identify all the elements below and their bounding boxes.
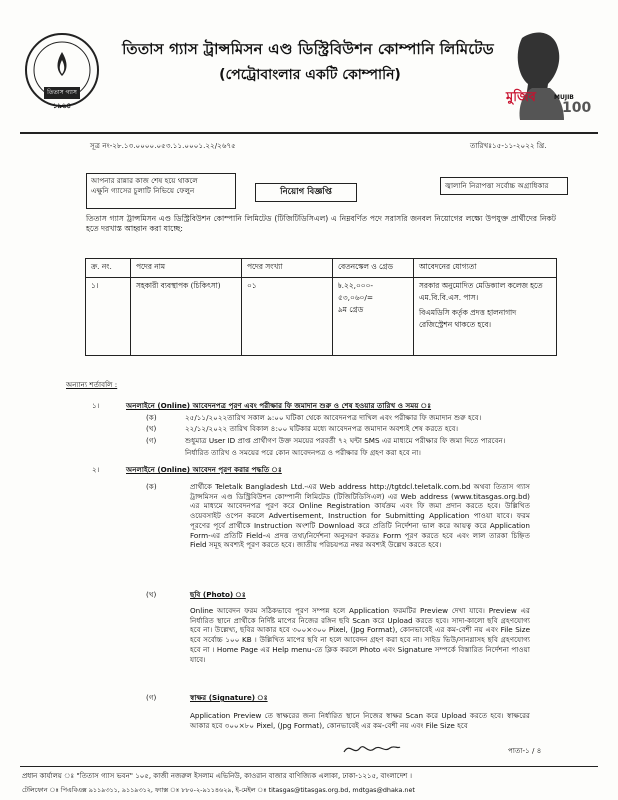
cell-qualification — [414, 278, 557, 356]
section1-number: ১। — [92, 401, 100, 410]
company-seal-logo — [22, 30, 102, 116]
section2-c-title: স্বাক্ষর (Signature) ঃ — [190, 693, 268, 702]
section2-c-text: Application Preview তে স্বাক্ষরের জন্য নির্ধারিত স্থানে নিজের স্বাক্ষর Scan করে Upload করতে হবে। স্বাক্ষরের আকার হবে ৩০০×৮০ Pixel, (Jpg Format), কোনভাবেই এর কম-বেশী নয় এবং File Size হবে — [190, 711, 530, 730]
seal-label: তিতাস গ্যাস — [47, 89, 77, 96]
col-qualification: আবেদনের যোগ্যতা — [414, 259, 557, 278]
section2-number: ২। — [92, 465, 100, 474]
table-row — [86, 278, 557, 356]
mujib-100-logo — [492, 28, 602, 123]
gas-safety-notice — [86, 173, 236, 209]
recruitment-notice-title: নিয়োগ বিজ্ঞপ্তি — [255, 183, 357, 202]
intro-paragraph: তিতাস গ্যাস ট্রান্সমিসন এণ্ড ডিস্ট্রিবিউশন কোম্পানি লিমিটেড (টিজিটিডিসিএল) এ নিম্নবর্ণিত পদে সরাসরি জনবল নিয়োগের লক্ষ্যে উপযুক্ত প্রার্থীদের নিকট হতে দরখাস্ত আহ্বান করা যাচ্ছে: — [86, 214, 556, 234]
gas-safety-line1: আপনার রান্নার কাজ শেষ হয়ে থাকলে — [91, 176, 198, 185]
section2-b-text: Online আবেদন ফরম সঠিকভাবে পূরণ সম্পন্ন হলে Application ফরমটির Preview দেখা যাবে। Preview এর নির্ধারিত স্থানে প্রার্থীকে নির্দিষ্ট মাপের নিজের রঙ্গিন ছবি Scan করে Upload করতে হবে। সাদা-কালো ছবি গ্রহণযোগ্য হবে না। উল্লেখ্য, ছবির আকার হবে ৩০০×৩০০ Pixel, (Jpg Format), কোনভাবেই এর কম-বেশী নয় এবং File Size হবে সর্বোচ্চ ১০০ KB । উল্লিখিত মাপের ছবি না হলে আবেদন গ্রহণ করা হবে না। সাইড ভিউ/সানগ্লাসহ ছবি গ্রহণযোগ্য হবে না । Home Page এর Help menu-তে ক্লিক করলে Photo এবং Signature সম্পর্কে বিস্তারিত নির্দেশনা পাওয়া যাবে। — [190, 606, 530, 664]
mujib-logo-number: 100 — [562, 100, 592, 116]
cell-post: সহকারী ব্যবস্থাপক (চিকিৎসা) — [131, 278, 242, 356]
company-title: তিতাস গ্যাস ট্রান্সমিসন এণ্ড ডিস্ট্রিবিউশন কোম্পানি লিমিটেড — [122, 40, 494, 58]
section2-b-label: (খ) — [146, 590, 157, 599]
other-conditions-heading: অন্যান্য শর্তাবলি : — [66, 380, 118, 389]
section1-tail: নির্ধারিত তারিখ ও সময়ের পরে কোন আবেদনপত্র ও পরীক্ষার ফি গ্রহণ করা হবে না। — [185, 448, 421, 457]
gas-safety-line2: এক্ষুনি গ্যাসের চুলাটি নিভিয়ে ফেলুন — [91, 185, 195, 195]
col-post: পদের নাম — [131, 259, 242, 278]
section2-a-label: (ক) — [146, 482, 157, 491]
section1-item-c-label: (গ) — [146, 436, 157, 445]
seal-year: ১৯৬৪ — [52, 102, 72, 110]
energy-security-notice: জ্বালানি নিরাপত্তা সর্বোচ্চ অগ্রাধিকার — [440, 177, 568, 195]
section2-c-label: (গ) — [146, 693, 157, 702]
footer-contact: টেলিফোন ঃ পিএবিএক্স ৯১১৯৩১১, ৯১১৯৩১২, ফ্যাক্স ঃ ৮৮০-২-৯১১৪৬২৯, ই-মেইল ঃ titasgas@titasgas.org.bd, mdtgas@dhaka.net — [22, 786, 415, 794]
qualification-1: সরকার অনুমোদিত মেডিক্যাল কলেজ হতে এম.বি.বি.এস. পাস। — [419, 281, 543, 302]
mujib-logo-sub: MUJIB — [554, 94, 574, 101]
footer-address: প্রধান কার্যালয় ঃ "তিতাস গ্যাস ভবন" ১০৫, কাজী নজরুল ইসলাম এভিনিউ, কাওরান বাজার বাণিজ্যিক এলাকা, ঢাকা-১২১৫, বাংলাদেশ । — [22, 772, 413, 780]
col-scale: বেতনস্কেল ও গ্রেড — [333, 259, 414, 278]
section1-item-a-label: (ক) — [146, 413, 157, 422]
section2-title: অনলাইনে (Online) আবেদন পূরণ করার পদ্ধতি ঃ — [126, 465, 282, 474]
section1-item-a: ২৫/১১/২০২২তারিখ সকাল ৯:০০ ঘটিকা থেকে আবেদনপত্র দাখিল এবং পরীক্ষার ফি জমাদান শুরু হবে। — [185, 413, 482, 422]
section1-title: অনলাইনে (Online) আবেদনপত্র পূরণ এবং পরীক্ষার ফি জমাদান শুরু ও শেষ হওয়ার তারিখ ও সময় ঃ — [126, 401, 432, 410]
footer-divider — [20, 766, 598, 767]
col-sl: ক্র. নং. — [86, 259, 131, 278]
mujib-logo-text: মুজিব — [506, 90, 536, 105]
qualification-2: বিএমডিসি কর্তৃক প্রদত্ত হালনাগাদ রেজিস্ট্রেশন থাকতে হবে। — [419, 308, 517, 329]
page-number: পাতা-১ / ৪ — [508, 746, 542, 755]
scale-grade: ৯ম গ্রেড — [338, 305, 364, 314]
section1-item-b-label: (খ) — [146, 424, 157, 433]
cell-scale — [333, 278, 414, 356]
scale-line2: ৫৩,০৬০/= — [338, 293, 374, 302]
cell-sl: ১। — [86, 278, 131, 356]
posts-table — [85, 258, 557, 356]
table-header-row — [86, 259, 557, 278]
signature-mark — [342, 740, 402, 758]
company-subtitle: (পেট্রোবাংলার একটি কোম্পানি) — [219, 67, 401, 83]
section1-item-c: শুধুমাত্র User ID প্রাপ্ত প্রার্থীগণ উক্ত সময়ের পরবর্তী ৭২ ঘন্টা SMS এর মাধ্যমে পরীক্ষার ফি জমা দিতে পারবেন। — [185, 436, 506, 445]
header-divider — [20, 132, 598, 134]
section2-a-text: প্রার্থীকে Teletalk Bangladesh Ltd.-এর Web address http://tgtdcl.teletalk.com.bd অথবা তিতাস গ্যাস ট্রান্সমিসন এণ্ড ডিস্ট্রিবিউশন কোম্পানী লিমিটেড (টিজিটিডিসিএল) এর Web address (www.titasgas.org.bd) এর মাধ্যমে আবেদনপত্র পূরণ করে Online Registration কার্যক্রম এবং ফি জমা প্রদান করতে হবে। উল্লিখিত ওয়েবসাইট ওপেন করলে Advertisement, Instruction for Submitting Application পাওয়া যাবে। ফরম পূরণের পূর্বে প্রার্থীকে Instruction অংশটি Download করে প্রতিটি নির্দেশনা ভাল করে আয়ত্ব করে Application Form-এর প্রতিটি Field-এ প্রদত্ত তথ্য/নির্দেশনা অনুসরণ করতঃ Form পূরণ করতে হবে এবং লাল তারকা চিহ্নিত Field সমূহ অবশ্যই পূরণ করতে হবে। জাতীয় পরিচয়পত্র নম্বর অবশ্যই উল্লেখ করতে হবে। — [190, 482, 530, 550]
col-count: পদের সংখ্যা — [242, 259, 333, 278]
memo-reference: সূত্র নং-২৮.১৩.০০০০.০৫৩.১১.০০০১.২২/২৬৭৫ — [90, 141, 236, 150]
scale-line1: ৳.২২,০০০- — [338, 281, 374, 290]
section2-b-title: ছবি (Photo) ঃ — [190, 590, 246, 599]
section1-item-b: ২২/১২/২০২২ তারিখ বিকাল ৪:০০ ঘটিকার মধ্যে আবেদনপত্র জমাদান অবশ্যই শেষ করতে হবে। — [185, 424, 459, 433]
cell-count: ০১ — [242, 278, 333, 356]
memo-date: তারিখঃ১৫-১১-২০২২ খ্রি. — [470, 141, 547, 150]
